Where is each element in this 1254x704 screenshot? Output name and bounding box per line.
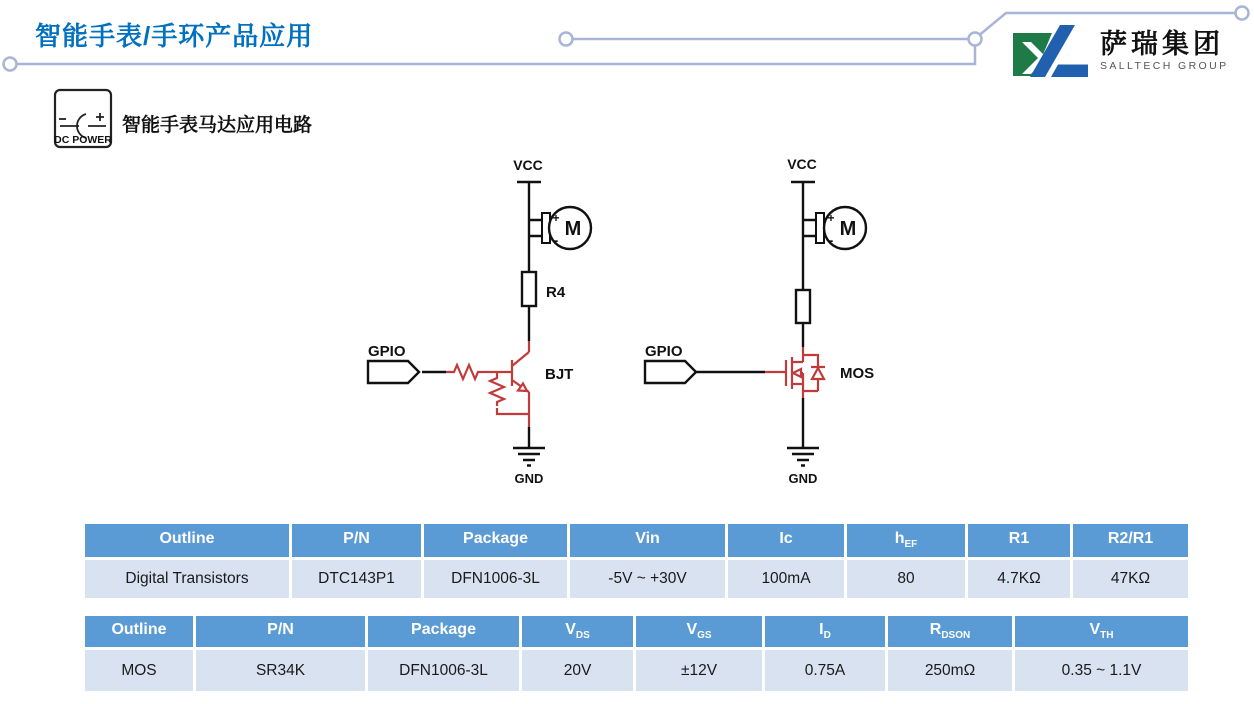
gpio-connector-left — [368, 361, 419, 383]
gnd-label-left: GND — [514, 471, 544, 486]
resistor-r4 — [522, 272, 536, 306]
gpio-connector-right — [645, 361, 696, 383]
t1-cell-pn: DTC143P1 — [292, 560, 424, 598]
dc-power-icon-label: DC POWER — [54, 134, 112, 146]
motor-plus-right: + — [827, 211, 835, 225]
bjt-symbol — [446, 341, 529, 427]
t2-header-vth: $V_{TH}$ — [1015, 616, 1188, 650]
decor-node-left — [4, 58, 17, 71]
t2-header-vgs: $V_{GS}$ — [636, 616, 765, 650]
t1-header-r1: R1 — [968, 524, 1073, 560]
t1-cell-ic: 100mA — [728, 560, 847, 598]
page-title: 智能手表/手环产品应用 — [35, 21, 314, 51]
t2-cell-vth: 0.35 ~ 1.1V — [1015, 650, 1188, 691]
motor-plus-left: + — [552, 211, 560, 225]
t1-cell-r2r1: 47KΩ — [1073, 560, 1188, 598]
table-header-row — [85, 616, 1188, 650]
digital-transistor-spec-table — [85, 524, 1188, 598]
t1-cell-r1: 4.7KΩ — [968, 560, 1073, 598]
decor-node-top-right — [1236, 7, 1249, 20]
t2-cell-pn: SR34K — [196, 650, 368, 691]
motor-minus-right: - — [828, 232, 834, 248]
t1-header-package: Package — [424, 524, 570, 560]
t2-cell-id: 0.75A — [765, 650, 888, 691]
t2-header-rdson: $R_{DSON}$ — [888, 616, 1015, 650]
mos-spec-table — [85, 616, 1188, 691]
t2-header-outline: Outline — [85, 616, 196, 650]
bjt-label: BJT — [545, 366, 574, 383]
company-logo — [1008, 22, 1229, 80]
t1-cell-hef: 80 — [847, 560, 968, 598]
decor-node-mid — [560, 33, 573, 46]
vcc-label-left: VCC — [513, 157, 543, 173]
mos-label: MOS — [840, 365, 875, 382]
ground-symbol-left — [513, 448, 545, 466]
vcc-label-right: VCC — [787, 156, 817, 172]
logo-company-name-en: SALLTECH GROUP — [1100, 60, 1229, 73]
t1-cell-outline: Digital Transistors — [85, 560, 292, 598]
t1-header-ic: Ic — [728, 524, 847, 560]
t2-header-pn: P/N — [196, 616, 368, 650]
t2-header-id: $I_D$ — [765, 616, 888, 650]
t1-header-outline: Outline — [85, 524, 292, 560]
table-header-row — [85, 524, 1188, 560]
table-row — [85, 650, 1188, 691]
decor-node-right — [969, 33, 982, 46]
t2-cell-package: DFN1006-3L — [368, 650, 522, 691]
gpio-label-left: GPIO — [368, 343, 406, 360]
gnd-label-right: GND — [788, 471, 818, 486]
section-title: 智能手表马达应用电路 — [122, 115, 313, 136]
dc-power-icon — [54, 90, 112, 147]
table-row — [85, 560, 1188, 598]
t2-cell-vgs: ±12V — [636, 650, 765, 691]
t2-cell-rdson: 250mΩ — [888, 650, 1015, 691]
motor-m-left: M — [564, 218, 582, 240]
logo-company-name-cn: 萨瑞集团 — [1100, 28, 1224, 59]
t1-cell-package: DFN1006-3L — [424, 560, 570, 598]
t1-header-pn: P/N — [292, 524, 424, 560]
t1-header-vin: Vin — [570, 524, 728, 560]
t2-cell-outline: MOS — [85, 650, 196, 691]
gpio-label-right: GPIO — [645, 343, 683, 360]
t2-header-vds: $V_{DS}$ — [522, 616, 636, 650]
t2-header-package: Package — [368, 616, 522, 650]
motor-m-right: M — [839, 218, 857, 240]
t1-cell-vin: -5V ~ +30V — [570, 560, 728, 598]
motor-minus-left: - — [553, 232, 559, 248]
company-logo-mark — [1008, 22, 1090, 80]
r4-label: R4 — [546, 284, 566, 301]
mos-symbol — [765, 347, 825, 398]
t1-header-r2r1: R2/R1 — [1073, 524, 1188, 560]
ground-symbol-right — [787, 448, 819, 466]
t2-cell-vds: 20V — [522, 650, 636, 691]
t1-header-hef: $h_{EF}$ — [847, 524, 968, 560]
resistor-mos-drain — [796, 290, 810, 323]
